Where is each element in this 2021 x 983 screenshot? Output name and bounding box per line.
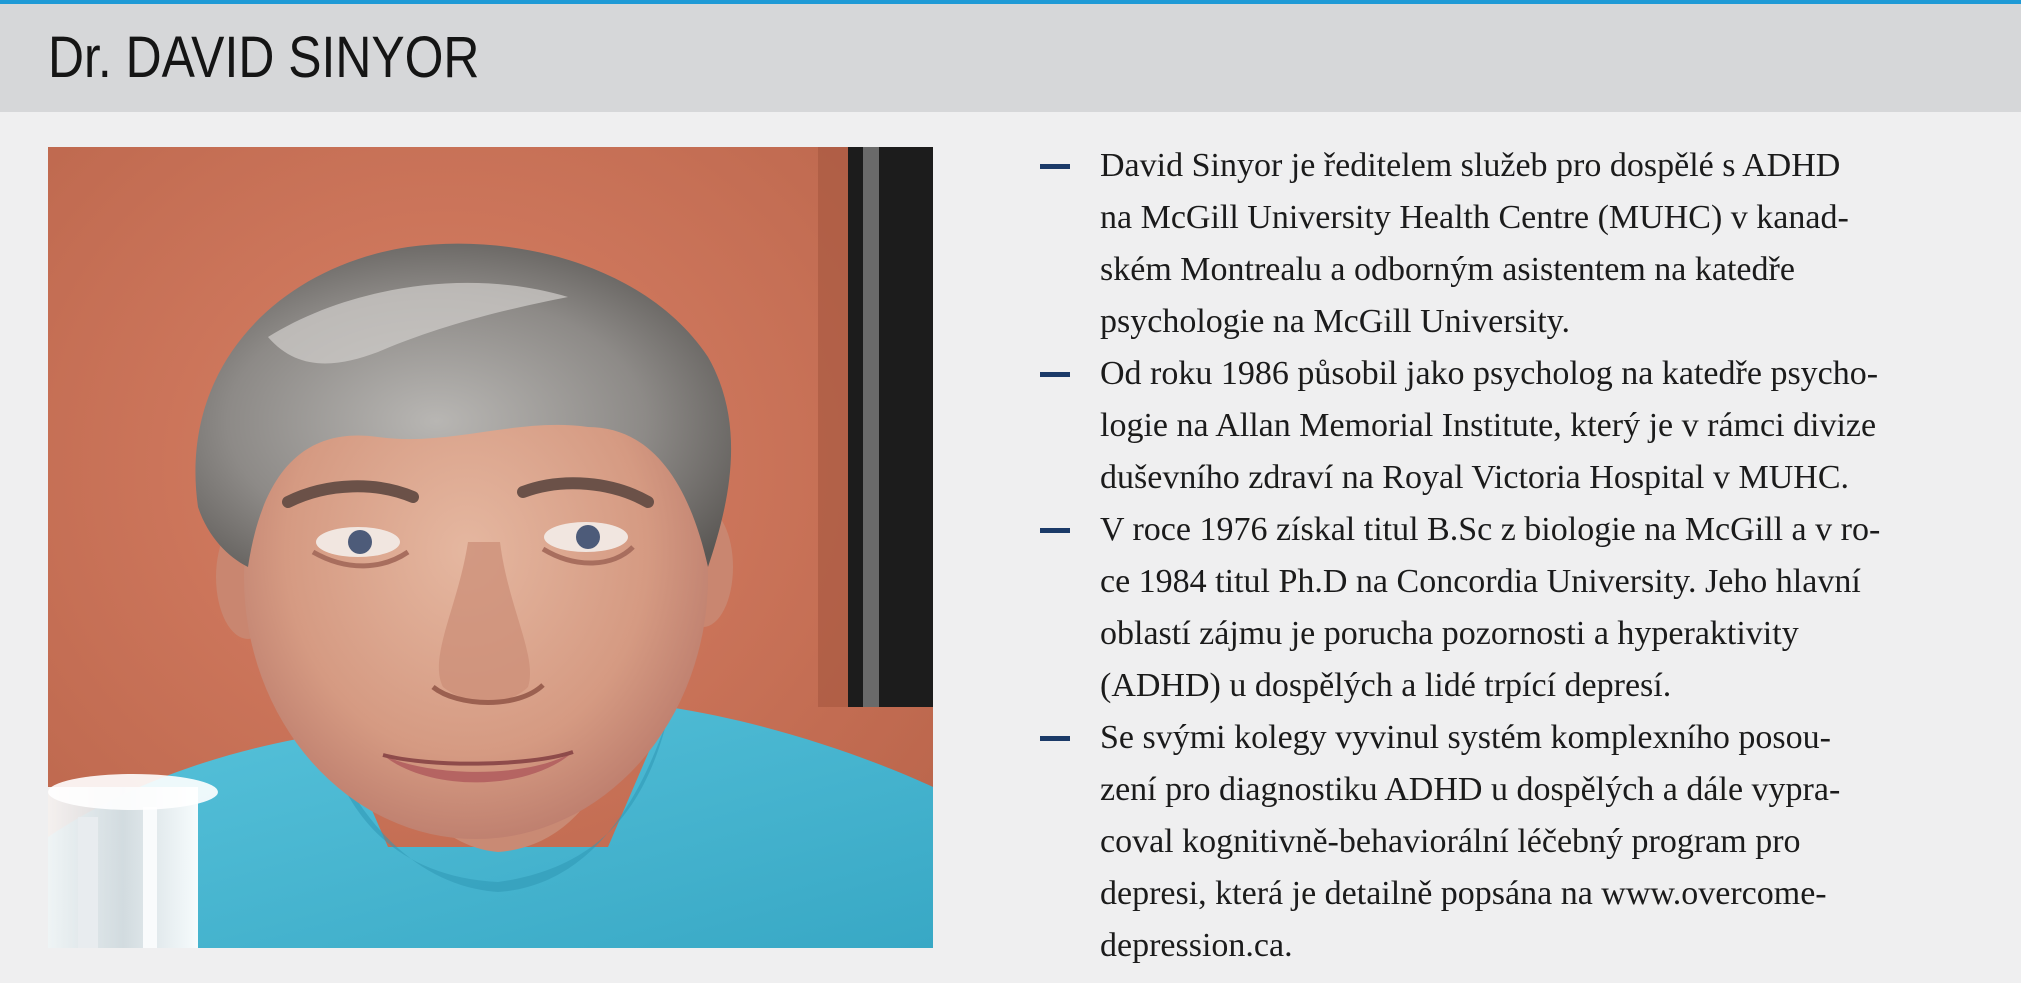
portrait-photo (48, 147, 933, 948)
dash-bullet-icon (1040, 736, 1070, 741)
biography-list (1040, 140, 1980, 972)
portrait-illustration (48, 147, 933, 948)
list-item (1040, 504, 1980, 712)
bio-text: V roce 1976 získal titul B.Sc z biologie na McGill a v ro- ce 1984 titul Ph.D na Concordia University. Jeho hlavní oblastí zájmu je porucha pozornosti a hyperaktivity (ADHD) u dospělých a lidé trpící depresí. (1100, 511, 1881, 704)
dash-bullet-icon (1040, 372, 1070, 377)
list-item (1040, 140, 1980, 348)
header-band (0, 4, 2021, 112)
bio-text: Se svými kolegy vyvinul systém komplexního posou- zení pro diagnostiku ADHD u dospělých a dále vypra- coval kognitivně-behaviorální léčebný program pro depresi, která je detailně popsána na www.overcome- depression.ca. (1100, 719, 1841, 964)
page-title: Dr. DAVID SINYOR (48, 25, 480, 90)
bio-text: Od roku 1986 působil jako psycholog na katedře psycho- logie na Allan Memorial Institute, který je v rámci divize duševního zdraví na Royal Victoria Hospital v MUHC. (1100, 355, 1879, 496)
dash-bullet-icon (1040, 164, 1070, 169)
bio-text: David Sinyor je ředitelem služeb pro dospělé s ADHD na McGill University Health Centre (MUHC) v kanad- ském Montrealu a odborným asistentem na katedře psychologie na McGill University. (1100, 147, 1849, 340)
list-item (1040, 712, 1980, 972)
dash-bullet-icon (1040, 528, 1070, 533)
list-item (1040, 348, 1980, 504)
